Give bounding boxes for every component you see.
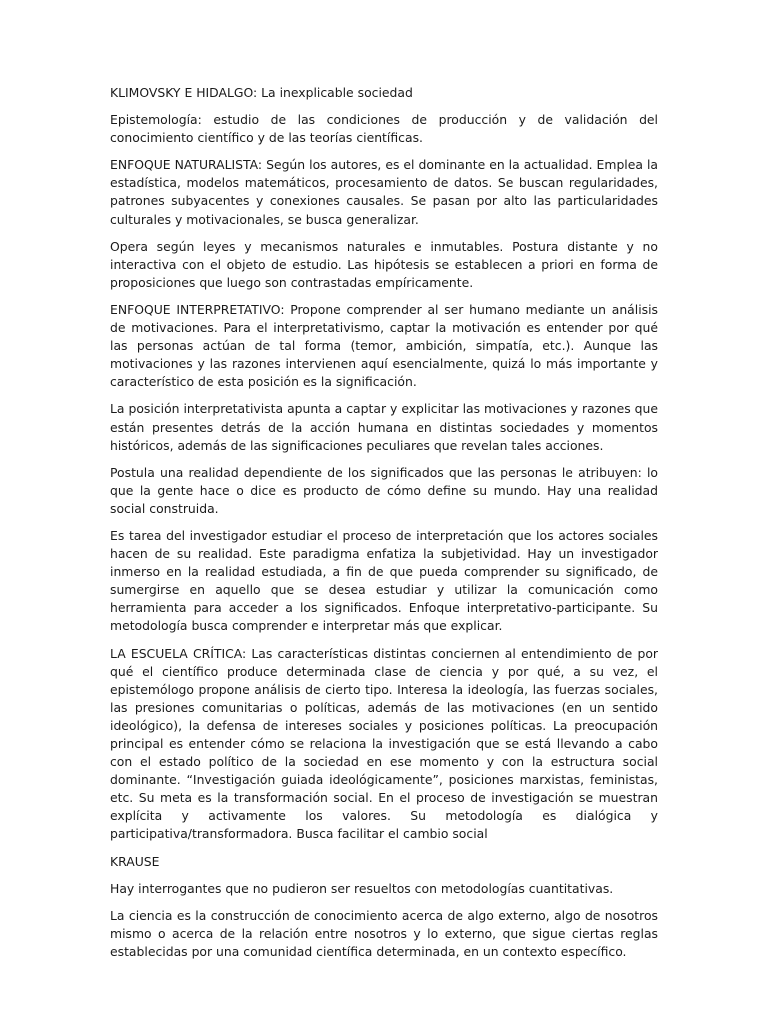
paragraph-tarea-investigador: Es tarea del investigador estudiar el proceso de interpretación que los actores sociales hacen de su realidad. Este paradigma enfatiza la subjetividad. Hay un investigador inmerso en la realidad estudiada, a fin de que pueda comprender su significado, de sumergirse en aquello que se desea estudiar y utilizar la comunicación como herramienta para acceder a los significados. Enfoque interpretativo-participante. Su metodología busca comprender e interpretar más que explicar. <box>110 527 658 634</box>
paragraph-leyes-naturales: Opera según leyes y mecanismos naturales e inmutables. Postura distante y no interactiva con el objeto de estudio. Las hipótesis se establecen a priori en forma de proposiciones que luego son contrastadas empíricamente. <box>110 238 658 290</box>
paragraph-enfoque-interpretativo: ENFOQUE INTERPRETATIVO: Propone comprender al ser humano mediante un análisis de motivaciones. Para el interpretativismo, captar la motivación es entender por qué las personas actúan de tal forma (temor, ambición, simpatía, etc.). Aunque las motivaciones y las razones intervienen aquí esencialmente, quizá lo más importante y característico de esta posición es la significación. <box>110 301 658 390</box>
paragraph-realidad-dependiente: Postula una realidad dependiente de los significados que las personas le atribuyen: lo que la gente hace o dice es producto de cómo define su mundo. Hay una realidad social construida. <box>110 464 658 516</box>
paragraph-interrogantes: Hay interrogantes que no pudieron ser resueltos con metodologías cuantitativas. <box>110 880 614 896</box>
document-title: KLIMOVSKY E HIDALGO: La inexplicable sociedad <box>110 85 413 100</box>
paragraph-enfoque-naturalista: ENFOQUE NATURALISTA: Según los autores, es el dominante en la actualidad. Emplea la estadística, modelos matemáticos, procesamiento de datos. Se buscan regularidades, patrones subyacentes y conexiones causales. Se pasan por alto las particularidades culturales y motivacionales, se busca generalizar. <box>110 157 658 227</box>
document-body <box>110 84 658 970</box>
paragraph-epistemologia: Epistemología: estudio de las condiciones de producción y de validación del conocimiento científico y de las teorías científicas. <box>110 112 658 146</box>
paragraph-escuela-critica: LA ESCUELA CRÍTICA: Las características distintas conciernen al entendimiento de por qué el científico produce determinada clase de ciencia y por qué, a su vez, el epistemólogo propone análisis de cierto tipo. Interesa la ideología, las fuerzas sociales, las presiones comunitarias o políticas, además de las motivaciones (en un sentido ideológico), la defensa de intereses sociales y posiciones políticas. La preocupación principal es entender cómo se relaciona la investigación que se está llevando a cabo con el estado político de la sociedad en ese momento y con la estructura social dominante. “Investigación guiada ideológicamente”, posiciones marxistas, feministas, etc. Su meta es la transformación social. En el proceso de investigación se muestran explícita y activamente los valores. Su metodología es dialógica y participativa/transformadora. Busca facilitar el cambio social <box>110 645 658 842</box>
paragraph-ciencia: La ciencia es la construcción de conocimiento acerca de algo externo, algo de nosotros mismo o acerca de la relación entre nosotros y lo externo, que sigue ciertas reglas establecidas por una comunidad científica determinada, en un contexto específico. <box>110 907 658 959</box>
section-heading-krause: KRAUSE <box>110 853 160 869</box>
paragraph-posicion-interpretativista: La posición interpretativista apunta a captar y explicitar las motivaciones y razones que están presentes detrás de la acción humana en distintas sociedades y momentos históricos, además de las significaciones peculiares que revelan tales acciones. <box>110 401 658 453</box>
